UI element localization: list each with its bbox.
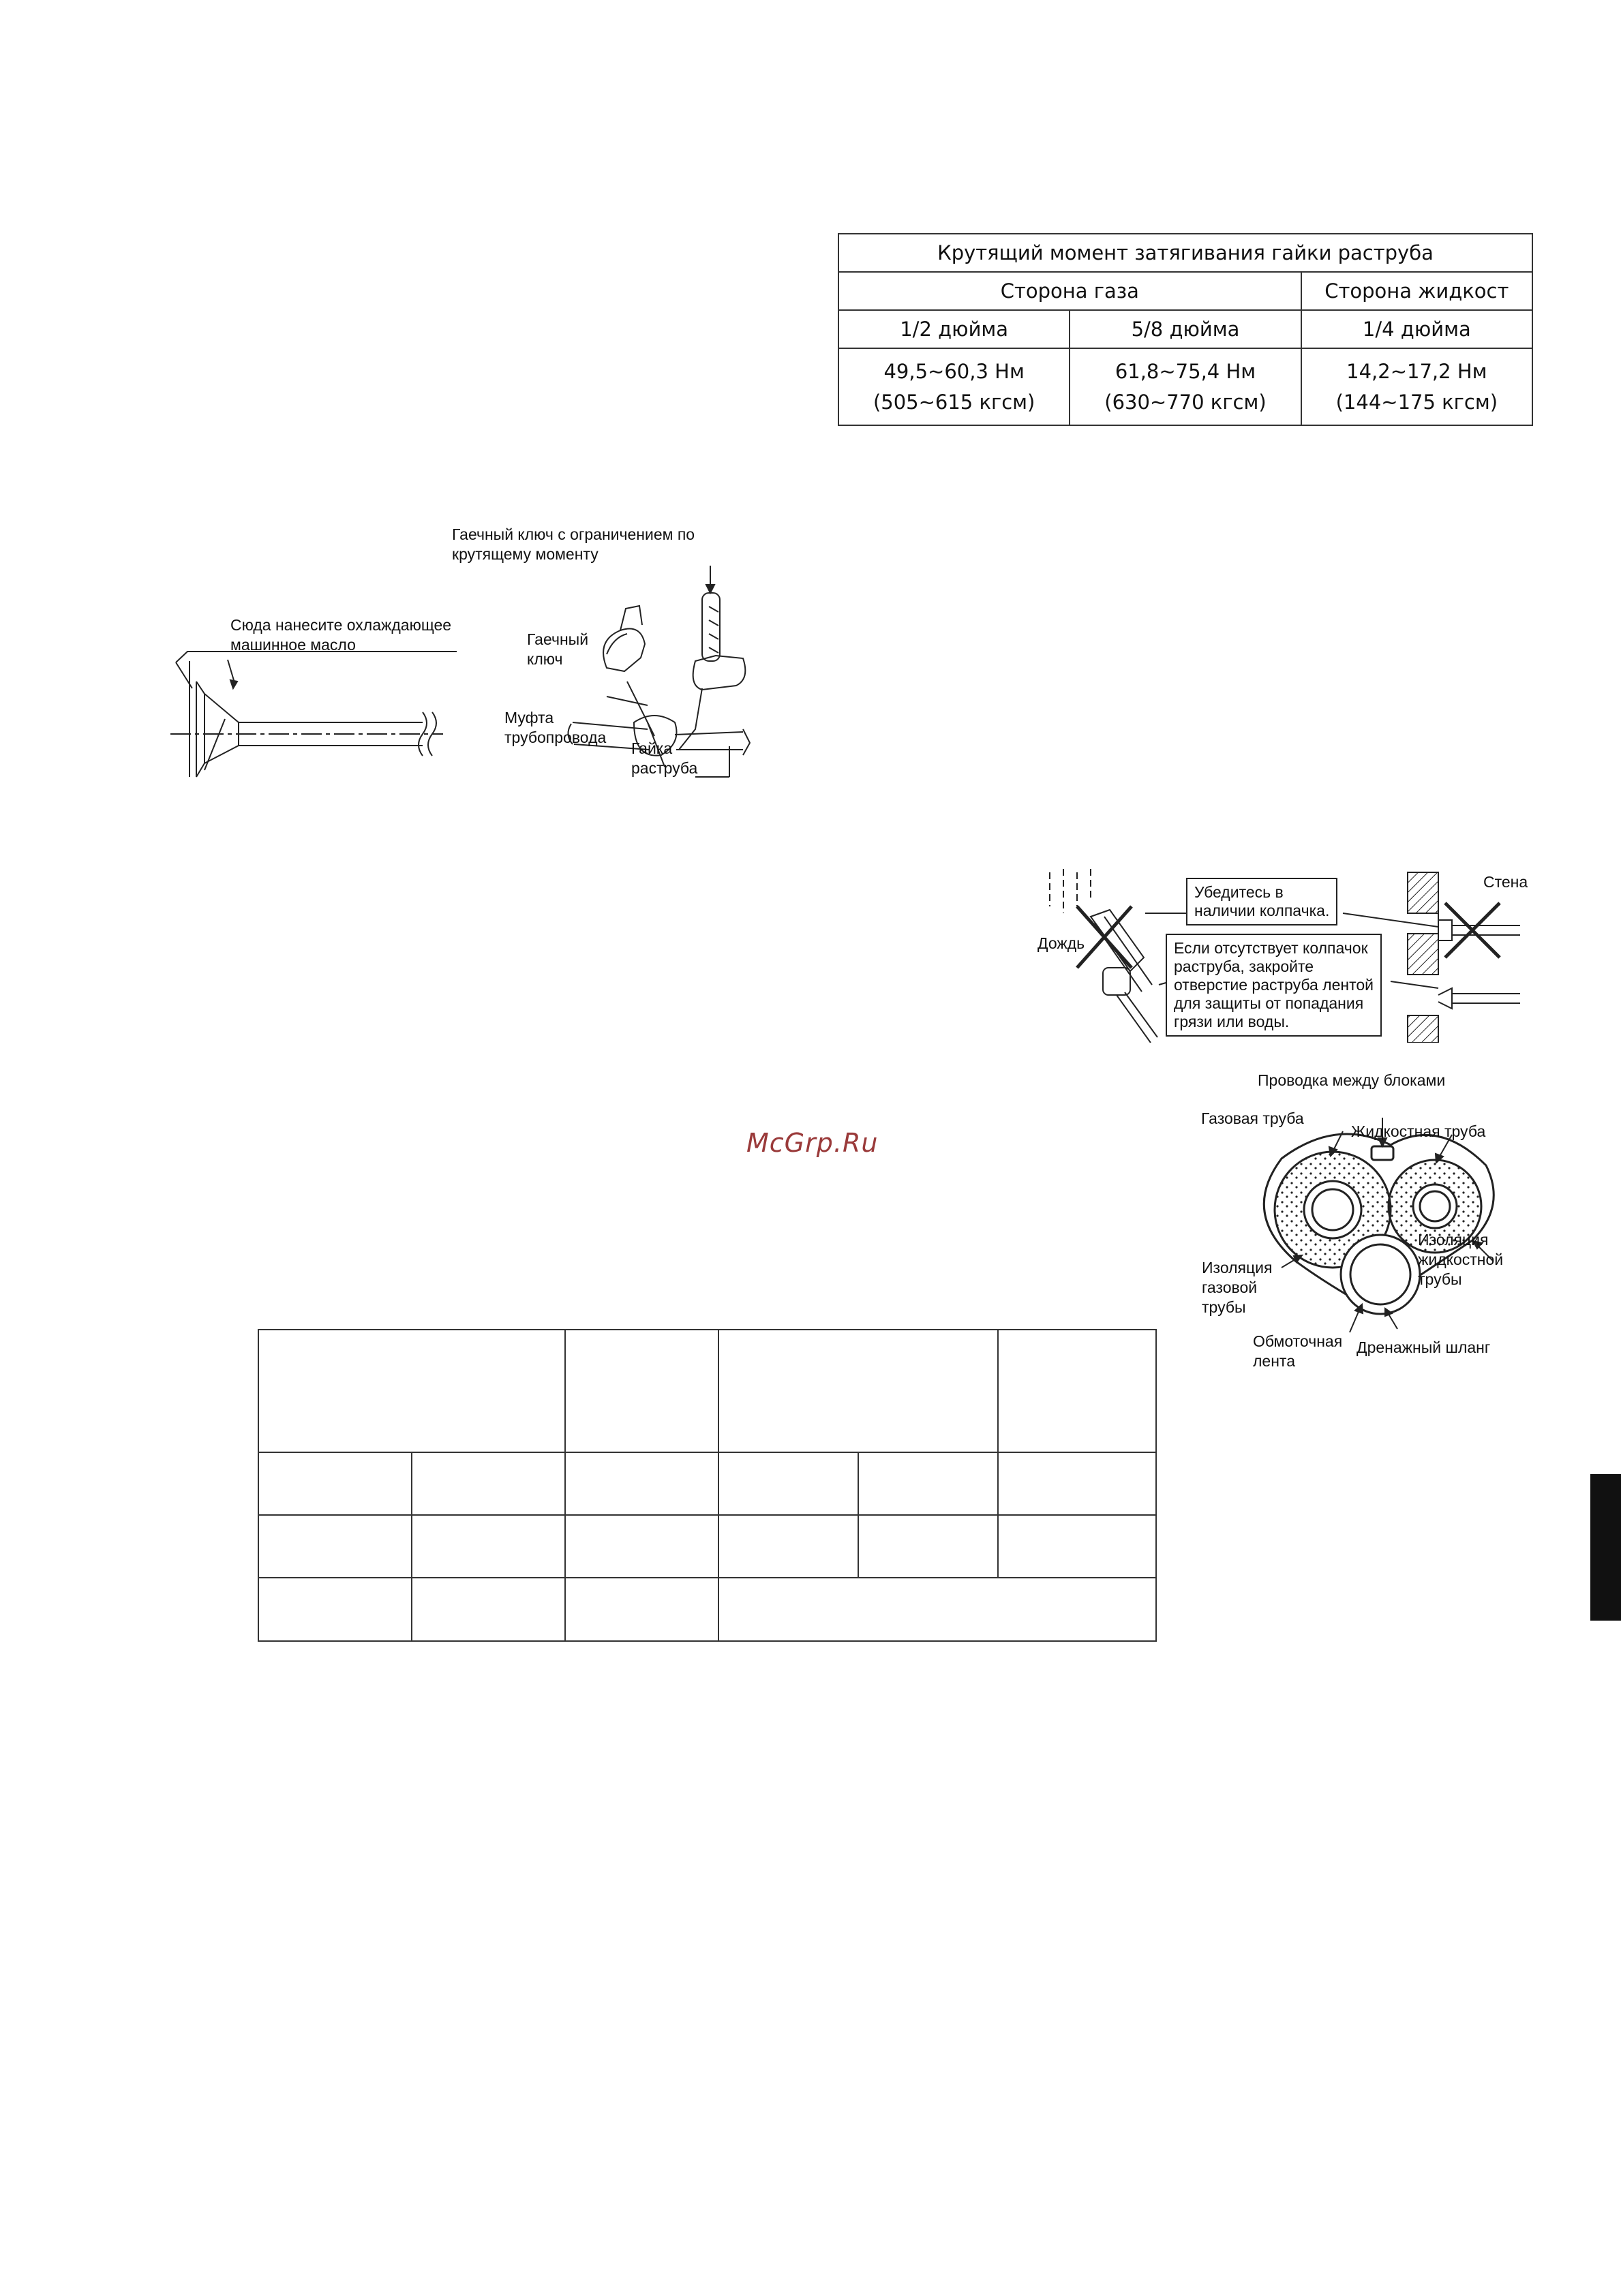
grid-header-cell [718, 1330, 998, 1452]
grid-cell [258, 1578, 412, 1641]
liquid-pipe-label: Жидкостная труба [1351, 1122, 1486, 1140]
wall-label: Стена [1483, 873, 1528, 891]
grid-cell [858, 1452, 998, 1515]
torque-wrench-label-line2: крутящему моменту [452, 545, 599, 563]
flare-pipe-drawing [170, 652, 457, 777]
no-cap-line2: раструба, закройте [1174, 958, 1314, 975]
inter-unit-wiring [1372, 1146, 1393, 1160]
torque-wrench-label-line1: Гаечный ключ с ограничением по [452, 525, 695, 543]
liquid-insulation-label-line2: жидкостной [1418, 1251, 1504, 1268]
grid-cell [412, 1452, 565, 1515]
watermark: McGrp.Ru [746, 1128, 879, 1158]
grid-header-cell [258, 1330, 565, 1452]
rain-label: Дождь [1037, 934, 1085, 952]
grid-cell [718, 1452, 858, 1515]
cross-mark-left [1077, 906, 1132, 968]
gas-insulation-label-line1: Изоляция [1202, 1259, 1273, 1276]
gas-insulation-label-line3: трубы [1202, 1298, 1246, 1316]
gas-pipe-label: Газовая труба [1201, 1109, 1304, 1127]
no-cap-line3: отверстие раструба лентой [1174, 976, 1374, 994]
wrench-label-line2: ключ [527, 650, 563, 668]
wiring-label: Проводка между блоками [1258, 1071, 1446, 1089]
oil-note-line1: Сюда нанесите охлаждающее [230, 616, 452, 634]
cross-mark-right [1445, 903, 1500, 958]
no-cap-note [1166, 934, 1382, 1037]
tape-label-line2: лента [1253, 1352, 1295, 1370]
drain-hose-label: Дренажный шланг [1357, 1338, 1491, 1356]
torque-value-cell [838, 348, 1070, 425]
rain-drops [1050, 869, 1091, 913]
liquid-insulation-label-line1: Изоляция [1418, 1231, 1489, 1249]
torque-nm: 61,8~75,4 Нм [1115, 359, 1256, 383]
grid-cell [412, 1578, 565, 1641]
grid-cell [998, 1452, 1156, 1515]
liquid-side-header: Сторона жидкост [1301, 272, 1532, 310]
grid-header-cell [565, 1330, 718, 1452]
grid-cell [565, 1452, 718, 1515]
no-cap-line1: Если отсутствует колпачок [1174, 939, 1368, 957]
torque-nm: 14,2~17,2 Нм [1346, 359, 1487, 383]
no-cap-line4: для защиты от попадания [1174, 994, 1364, 1012]
flare-nut-label-line2: раструба [631, 759, 698, 777]
section-tab-marker [1590, 1474, 1621, 1621]
torque-kgf: (630~770 кгсм) [1104, 390, 1267, 414]
torque-value-cell [1301, 348, 1532, 425]
torque-nm: 49,5~60,3 Нм [883, 359, 1025, 383]
torque-kgf: (144~175 кгсм) [1335, 390, 1498, 414]
coupling-label-line2: трубопровода [504, 729, 607, 746]
grid-cell [258, 1452, 412, 1515]
pipe-without-cap [1091, 910, 1152, 992]
drain-hose [1341, 1235, 1420, 1314]
torque-value-cell [1070, 348, 1301, 425]
size-cell: 1/4 дюйма [1301, 310, 1532, 348]
grid-cell [258, 1515, 412, 1578]
wrench-label-line1: Гаечный [527, 630, 589, 648]
empty-grid-table [258, 1329, 1157, 1642]
grid-cell [858, 1515, 998, 1578]
grid-cell [565, 1515, 718, 1578]
grid-cell [412, 1515, 565, 1578]
grid-header-cell [998, 1330, 1156, 1452]
check-cap-line1: Убедитесь в [1194, 883, 1284, 901]
torque-table-title: Крутящий момент затягивания гайки раструба [838, 234, 1532, 272]
gas-insulation-label-line2: газовой [1202, 1279, 1258, 1296]
torque-table [838, 233, 1533, 426]
torque-kgf: (505~615 кгсм) [873, 390, 1035, 414]
coupling-label-line1: Муфта [504, 709, 554, 726]
flare-nut-label-line1: Гайка [631, 739, 673, 757]
grid-cell [565, 1578, 718, 1641]
size-cell: 5/8 дюйма [1070, 310, 1301, 348]
tape-label-line1: Обмоточная [1253, 1332, 1343, 1350]
grid-cell [718, 1578, 1156, 1641]
check-cap-line2: наличии колпачка. [1194, 902, 1330, 919]
wall-drawing [1408, 872, 1520, 1043]
oil-note-line2: машинное масло [230, 636, 356, 654]
check-cap-note [1186, 878, 1337, 925]
size-cell: 1/2 дюйма [838, 310, 1070, 348]
grid-cell [718, 1515, 858, 1578]
pipe-with-cap [1103, 968, 1157, 1043]
grid-cell [998, 1515, 1156, 1578]
no-cap-line5: грязи или воды. [1174, 1013, 1290, 1030]
liquid-insulation-label-line3: трубы [1418, 1270, 1462, 1288]
gas-side-header: Сторона газа [838, 272, 1301, 310]
